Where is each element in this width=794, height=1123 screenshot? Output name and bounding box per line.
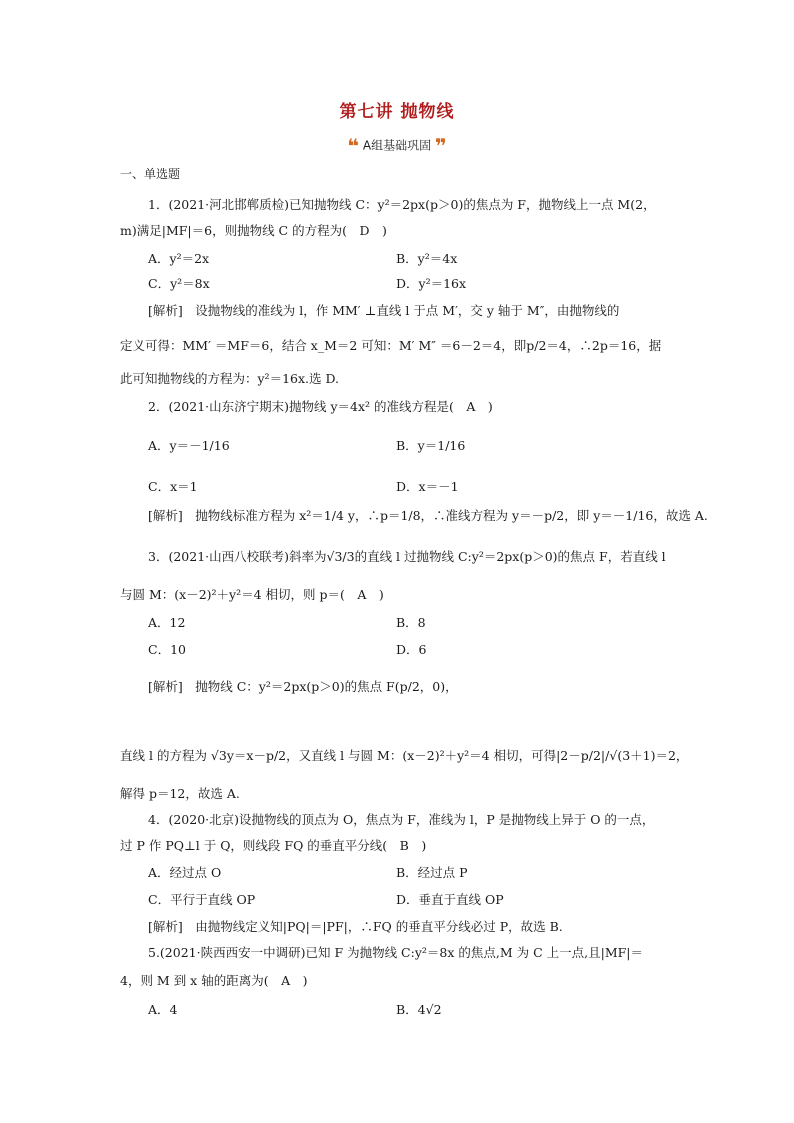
option-line: B．4√2 bbox=[396, 1002, 442, 1017]
option-line: A．4 bbox=[148, 1002, 178, 1017]
text-line: 直线 l 的方程为 √3y＝x－p/2，又直线 l 与圆 M：(x－2)²＋y²＝4 相切，可得|2－p/2|/√(3＋1)＝2， bbox=[120, 748, 689, 763]
group-banner bbox=[0, 134, 794, 158]
option-line: B．经过点 P bbox=[396, 865, 468, 880]
option-line: A．y＝－1/16 bbox=[148, 438, 230, 453]
close-quote-icon: ❞ bbox=[434, 134, 447, 158]
text-line: m)满足|MF|＝6，则抛物线 C 的方程为( D ) bbox=[120, 223, 387, 238]
text-line: 3．(2021·山西八校联考)斜率为√3/3的直线 l 过抛物线 C:y²＝2px(p＞0)的焦点 F，若直线 l bbox=[148, 549, 666, 564]
text-line: 此可知抛物线的方程为：y²＝16x.选 D. bbox=[120, 371, 340, 386]
option-line: B．8 bbox=[396, 615, 426, 630]
option-line: D．6 bbox=[396, 642, 427, 657]
text-line: 5.(2021·陕西西安一中调研)已知 F 为抛物线 C:y²＝8x 的焦点,M 为 C 上一点,且|MF|＝ bbox=[148, 945, 644, 960]
text-line: 与圆 M：(x－2)²＋y²＝4 相切，则 p＝( A ) bbox=[120, 587, 384, 602]
text-line: 定义可得：MM′ ＝MF＝6，结合 x_M＝2 可知：M′ M″ ＝6－2＝4，即p/2＝4，∴2p＝16，据 bbox=[120, 338, 662, 353]
solution-line: [解析] 由抛物线定义知|PQ|＝|PF|，∴FQ 的垂直平分线必过 P，故选 B. bbox=[148, 919, 563, 934]
solution-line: [解析] 抛物线 C：y²＝2px(p＞0)的焦点 F(p/2，0)， bbox=[148, 679, 458, 694]
option-line: B．y²＝4x bbox=[396, 251, 458, 266]
option-line: C．平行于直线 OP bbox=[148, 892, 256, 907]
option-line: B．y＝1/16 bbox=[396, 438, 466, 453]
option-line: C．y²＝8x bbox=[148, 276, 210, 291]
option-line: A．经过点 O bbox=[148, 865, 222, 880]
text-line: 4，则 M 到 x 轴的距离为( A ) bbox=[120, 973, 308, 988]
section-heading: 一、单选题 bbox=[120, 167, 181, 181]
option-line: D．y²＝16x bbox=[396, 276, 467, 291]
option-line: D．垂直于直线 OP bbox=[396, 892, 504, 907]
banner-label: A组基础巩固 bbox=[362, 138, 432, 153]
solution-line: [解析] 设抛物线的准线为 l，作 MM′ ⊥直线 l 于点 M′，交 y 轴于 M″，由抛物线的 bbox=[148, 303, 620, 318]
option-line: A．y²＝2x bbox=[148, 251, 210, 266]
text-line: 解得 p＝12，故选 A. bbox=[120, 786, 240, 801]
option-line: D．x＝－1 bbox=[396, 479, 459, 494]
text-line: 4．(2020·北京)设抛物线的顶点为 O，焦点为 F，准线为 l，P 是抛物线上异于 O 的一点， bbox=[148, 812, 655, 827]
text-line: 2．(2021·山东济宁期末)抛物线 y＝4x² 的准线方程是( A ) bbox=[148, 399, 493, 414]
solution-line: [解析] 抛物线标准方程为 x²＝1/4 y，∴p＝1/8，∴准线方程为 y＝－p/2，即 y＝－1/16，故选 A. bbox=[148, 508, 708, 523]
page-title: 第七讲 抛物线 bbox=[339, 102, 455, 122]
text-line: 过 P 作 PQ⊥l 于 Q，则线段 FQ 的垂直平分线( B ) bbox=[120, 838, 427, 853]
option-line: C．x＝1 bbox=[148, 479, 198, 494]
option-line: C．10 bbox=[148, 642, 186, 657]
option-line: A．12 bbox=[148, 615, 186, 630]
open-quote-icon: ❝ bbox=[347, 134, 360, 158]
text-line: 1．(2021·河北邯郸质检)已知抛物线 C：y²＝2px(p＞0)的焦点为 F，抛物线上一点 M(2， bbox=[148, 197, 656, 212]
